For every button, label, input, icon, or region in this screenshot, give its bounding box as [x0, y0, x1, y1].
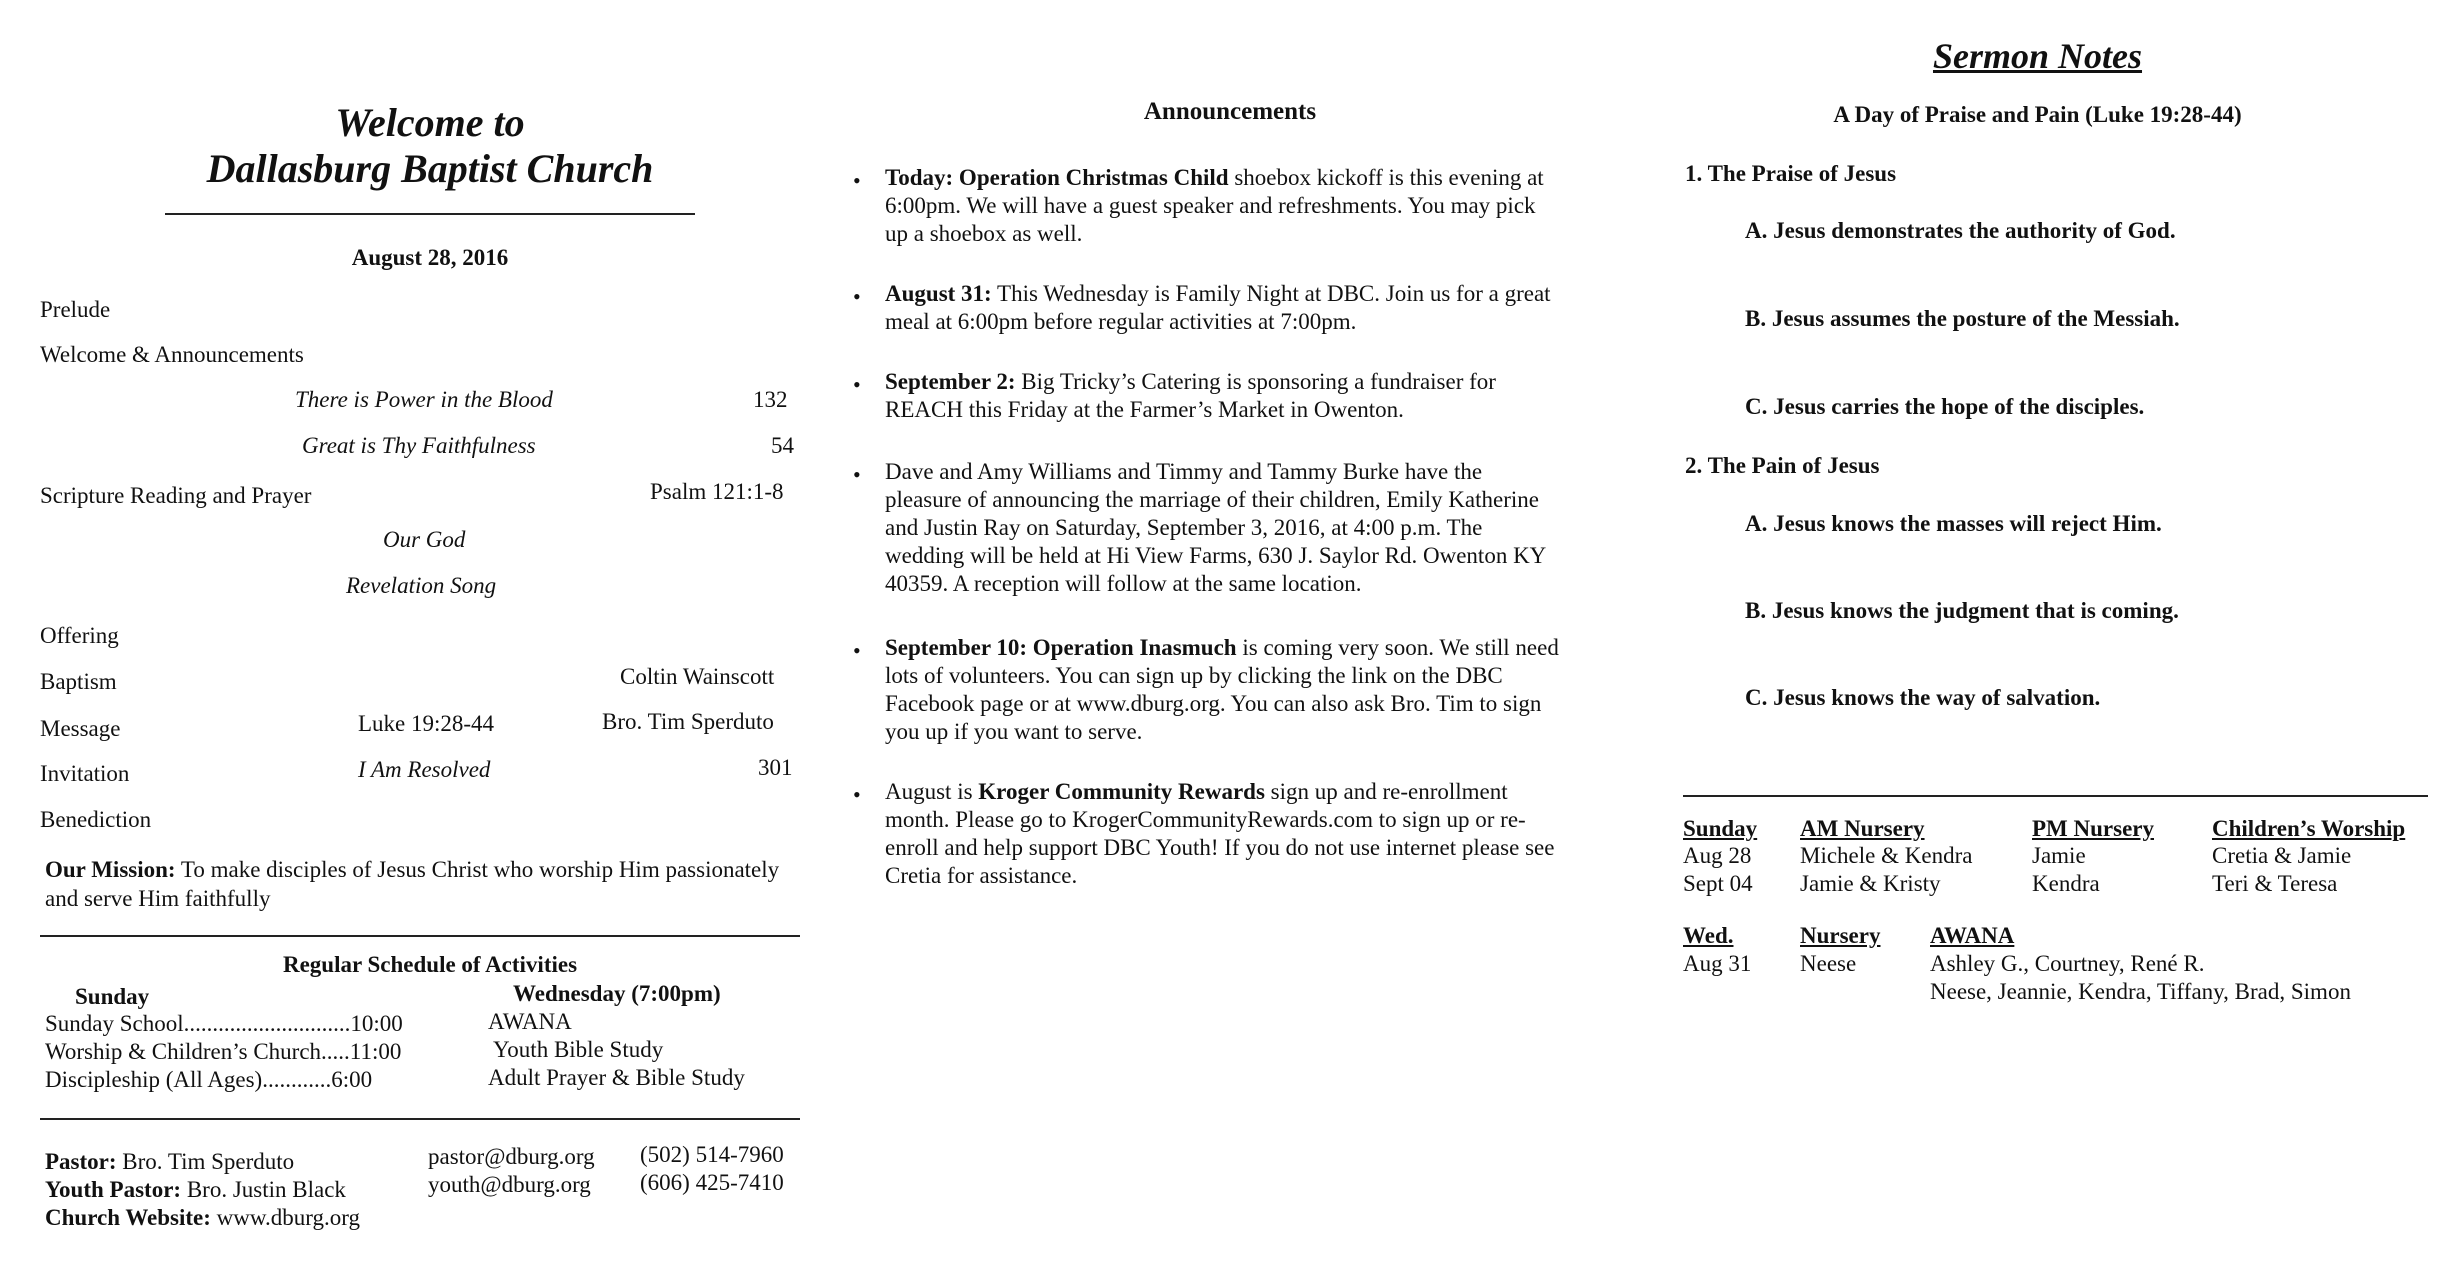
wednesday-header: AWANA — [1930, 923, 2015, 948]
youth-pastor-line: Youth Pastor: Bro. Justin Black — [45, 1177, 346, 1202]
sermon-notes-heading: Sermon Notes — [1932, 36, 2143, 76]
bullet-icon: • — [853, 782, 861, 807]
nursery-divider — [1683, 795, 2428, 797]
hymn-number: 132 — [753, 387, 788, 412]
worship-item-welcome: Welcome & Announcements — [40, 342, 304, 367]
wednesday-schedule-item: AWANA — [488, 1009, 572, 1034]
sermon-title: A Day of Praise and Pain (Luke 19:28-44) — [1833, 102, 2242, 127]
scripture-reference: Psalm 121:1-8 — [650, 479, 784, 504]
nursery-cell: Aug 28 — [1683, 843, 1752, 868]
sermon-point: C. Jesus carries the hope of the disciples. — [1745, 394, 2145, 419]
nursery-cell: Teri & Teresa — [2212, 871, 2338, 896]
wednesday-schedule-item: Youth Bible Study — [493, 1037, 664, 1062]
announcements-panel — [835, 0, 1625, 1263]
announcement-item: September 10: Operation Inasmuch is coming very soon. We still need lots of volunteers. You can sign up by clicking the link on the DBC Facebook page or at www.dburg.org. You can also ask Bro. Tim to sign you up if you want to serve. — [885, 635, 1559, 744]
nursery-cell: Michele & Kendra — [1800, 843, 1973, 868]
nursery-cell: Sept 04 — [1683, 871, 1753, 896]
nursery-cell: Cretia & Jamie — [2212, 843, 2352, 868]
wednesday-cell: Aug 31 — [1683, 951, 1752, 976]
wednesday-cell: Neese — [1800, 951, 1857, 976]
bulletin-date: August 28, 2016 — [351, 245, 509, 270]
nursery-header: Sunday — [1683, 816, 1758, 841]
sunday-schedule-item: Worship & Children’s Church.....11:00 — [45, 1039, 402, 1064]
worship-item-benediction: Benediction — [40, 807, 152, 832]
wednesday-header: Wed. — [1683, 923, 1734, 948]
hymn-title: There is Power in the Blood — [295, 387, 553, 412]
wednesday-header: Nursery — [1800, 923, 1881, 948]
nursery-cell: Kendra — [2032, 871, 2100, 896]
song-title: Revelation Song — [346, 573, 497, 598]
wednesday-cell: Ashley G., Courtney, René R. — [1930, 951, 2205, 976]
announcement-item: Dave and Amy Williams and Timmy and Tammy Burke have the pleasure of announcing the marriage of their children, Emily Katherine and Justin Ray on Saturday, September 3, 2016, at 4:00 p.m. The wedding will be held at Hi View Farms, 630 J. Saylor Rd. Owenton KY 40359. A reception will follow at the same location. — [885, 459, 1547, 596]
sermon-point: B. Jesus knows the judgment that is coming. — [1745, 598, 2179, 623]
schedule-divider — [40, 935, 800, 937]
hymn-number: 301 — [758, 755, 793, 780]
sunday-schedule-item: Sunday School.............................10:00 — [45, 1011, 403, 1036]
sermon-point: A. Jesus knows the masses will reject Him. — [1745, 511, 2162, 536]
schedule-title: Regular Schedule of Activities — [282, 952, 578, 977]
worship-item-scripture: Scripture Reading and Prayer — [40, 483, 312, 508]
bulletin-front-panel — [40, 0, 800, 1263]
announcements-title: Announcements — [1143, 98, 1317, 125]
hymn-title: Great is Thy Faithfulness — [302, 433, 536, 458]
website-line: Church Website: www.dburg.org — [45, 1205, 360, 1230]
youth-phone: (606) 425-7410 — [640, 1170, 784, 1195]
sermon-point: B. Jesus assumes the posture of the Messiah. — [1745, 306, 2180, 331]
title-divider — [165, 213, 695, 215]
message-speaker: Bro. Tim Sperduto — [602, 709, 774, 734]
worship-item-offering: Offering — [40, 623, 119, 648]
song-title: Our God — [383, 527, 466, 552]
worship-item-message: Message — [40, 716, 121, 741]
pastor-phone: (502) 514-7960 — [640, 1142, 784, 1167]
worship-item-baptism: Baptism — [40, 669, 117, 694]
announcement-item: Today: Operation Christmas Child shoebox kickoff is this evening at 6:00pm. We will have a guest speaker and refreshments. You may pick up a shoebox as well. — [885, 165, 1544, 246]
sunday-schedule-item: Discipleship (All Ages)............6:00 — [45, 1067, 373, 1092]
hymn-number: 54 — [771, 433, 794, 458]
bullet-icon: • — [853, 372, 861, 397]
bullet-icon: • — [853, 168, 861, 193]
mission-statement: Our Mission: To make disciples of Jesus Christ who worship Him passionately and serve Him faithfully — [45, 857, 780, 911]
pastor-email: pastor@dburg.org — [428, 1144, 595, 1169]
nursery-cell: Jamie & Kristy — [1800, 871, 1941, 896]
wednesday-schedule-item: Adult Prayer & Bible Study — [488, 1065, 745, 1090]
nursery-cell: Jamie — [2032, 843, 2086, 868]
nursery-header: Children’s Worship — [2212, 816, 2406, 841]
sermon-section-title: 2. The Pain of Jesus — [1685, 453, 1880, 478]
pastor-line: Pastor: Bro. Tim Sperduto — [45, 1149, 295, 1174]
announcement-item: August is Kroger Community Rewards sign up and re-enrollment month. Please go to KrogerCommunityRewards.com to sign up or re- enroll and help support DBC Youth! If you do not use internet please see Cretia for assistance. — [885, 779, 1555, 888]
welcome-title: Welcome to Dallasburg Baptist Church — [206, 100, 654, 191]
announcement-item: August 31: This Wednesday is Family Night at DBC. Join us for a great meal at 6:00pm before regular activities at 7:00pm. — [885, 281, 1551, 334]
nursery-header: PM Nursery — [2032, 816, 2154, 841]
hymn-title: I Am Resolved — [358, 757, 491, 782]
worship-item-invitation: Invitation — [40, 761, 130, 786]
bullet-icon: • — [853, 284, 861, 309]
worship-item-prelude: Prelude — [40, 297, 111, 322]
sermon-notes-panel — [1675, 0, 2445, 1263]
message-scripture: Luke 19:28-44 — [358, 711, 495, 736]
sermon-point: C. Jesus knows the way of salvation. — [1745, 685, 2101, 710]
nursery-header: AM Nursery — [1800, 816, 1925, 841]
bullet-icon: • — [853, 462, 861, 487]
baptism-candidate: Coltin Wainscott — [620, 664, 775, 689]
announcement-item: September 2: Big Tricky’s Catering is sponsoring a fundraiser for REACH this Friday at the Farmer’s Market in Owenton. — [885, 369, 1496, 422]
wednesday-header: Wednesday (7:00pm) — [513, 981, 721, 1006]
sunday-header: Sunday — [75, 984, 150, 1009]
contacts-divider — [40, 1118, 800, 1120]
bullet-icon: • — [853, 638, 861, 663]
sermon-point: A. Jesus demonstrates the authority of God. — [1745, 218, 2176, 243]
youth-email: youth@dburg.org — [428, 1172, 591, 1197]
wednesday-cell: Neese, Jeannie, Kendra, Tiffany, Brad, Simon — [1930, 979, 2351, 1004]
sermon-section-title: 1. The Praise of Jesus — [1685, 161, 1897, 186]
